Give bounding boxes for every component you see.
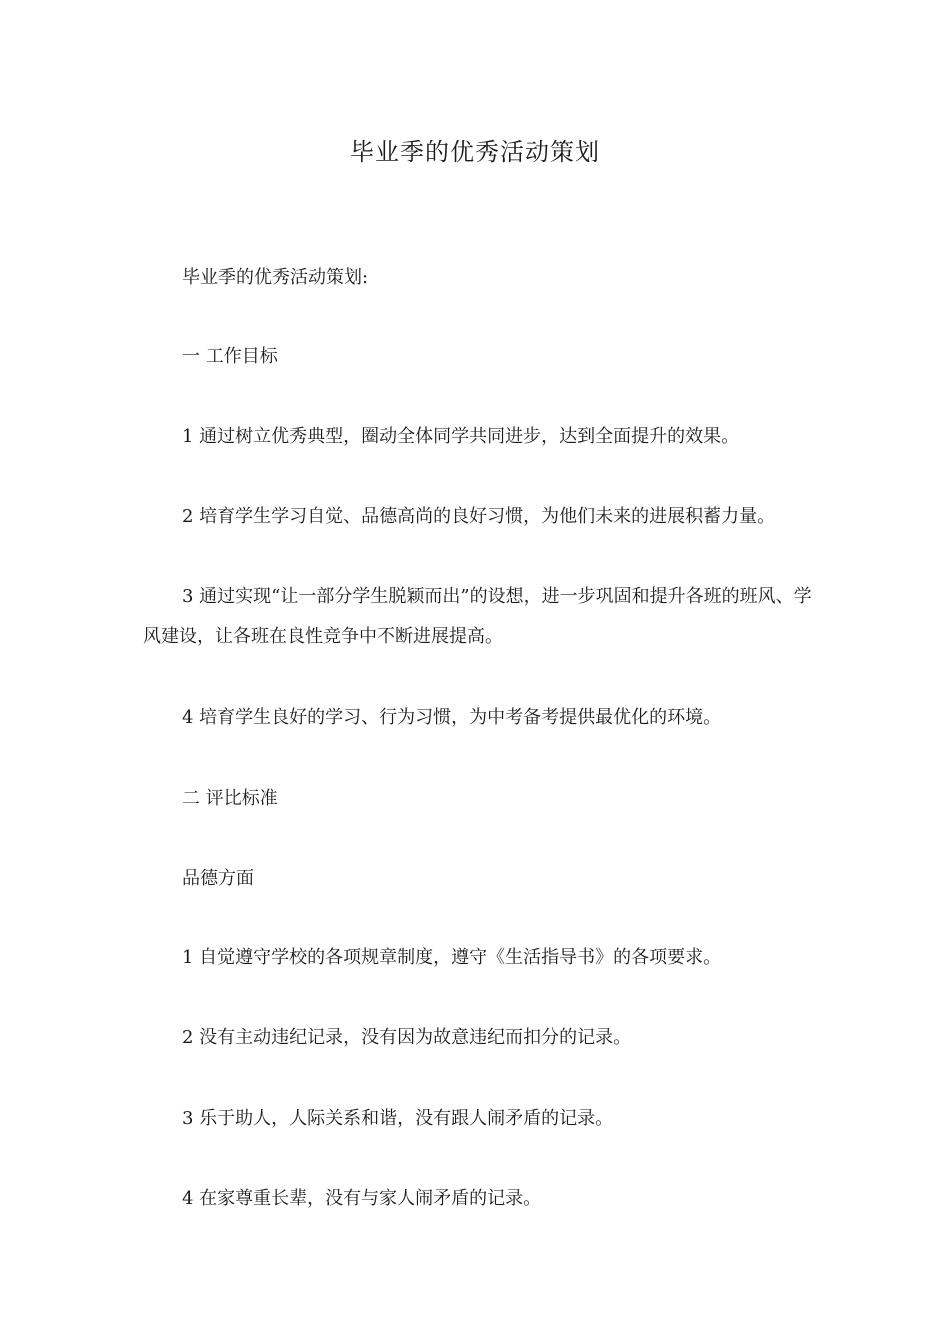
- goal-item-1: 1 通过树立优秀典型，圈动全体同学共同进步，达到全面提升的效果。: [182, 426, 740, 447]
- criteria-item-1: 1 自觉遵守学校的各项规章制度，遵守《生活指导书》的各项要求。: [182, 947, 722, 968]
- document-title: 毕业季的优秀活动策划: [350, 138, 600, 166]
- section-heading-criteria: 二 评比标准: [182, 788, 278, 809]
- goal-item-4: 4 培育学生良好的学习、行为习惯，为中考备考提供最优化的环境。: [182, 707, 722, 728]
- subsection-heading-morality: 品德方面: [182, 868, 254, 889]
- goal-item-3: 3 通过实现“让一部分学生脱颖而出”的设想，进一步巩固和提升各班的班风、学风建设，让各班在良性竞争中不断进展提高。: [143, 586, 812, 647]
- criteria-item-4: 4 在家尊重长辈，没有与家人闹矛盾的记录。: [182, 1188, 542, 1209]
- section-heading-goals: 一 工作目标: [182, 346, 278, 367]
- intro-paragraph: 毕业季的优秀活动策划:: [182, 267, 369, 288]
- criteria-item-3: 3 乐于助人，人际关系和谐，没有跟人闹矛盾的记录。: [182, 1108, 614, 1129]
- criteria-item-2: 2 没有主动违纪记录，没有因为故意违纪而扣分的记录。: [182, 1027, 632, 1048]
- goal-item-2: 2 培育学生学习自觉、品德高尚的良好习惯，为他们未来的进展积蓄力量。: [182, 506, 776, 527]
